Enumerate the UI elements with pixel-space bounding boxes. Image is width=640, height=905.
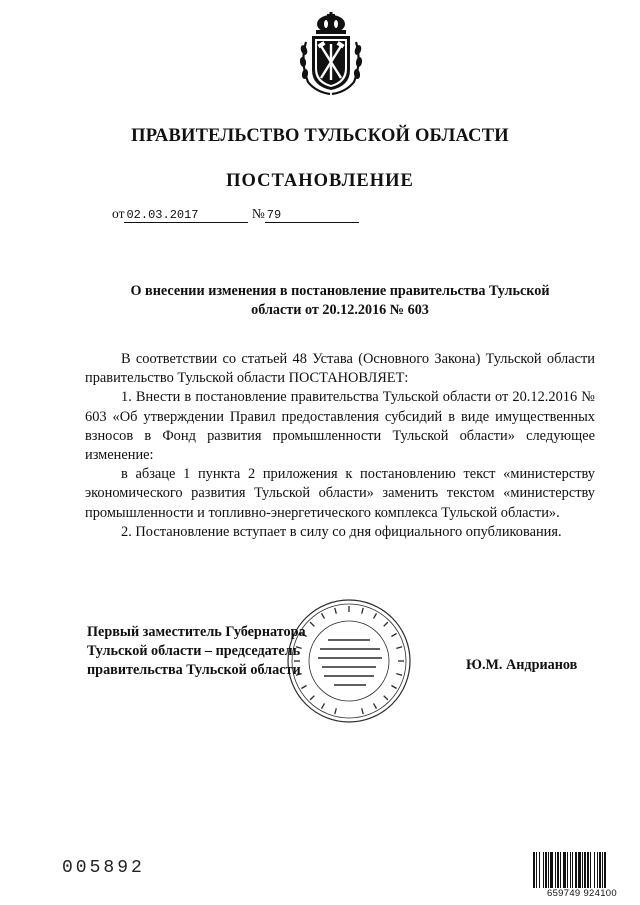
date-prefix: от bbox=[112, 206, 125, 221]
document-date-number-line bbox=[112, 206, 359, 223]
position-line-3: правительства Тульской области bbox=[87, 662, 301, 678]
document-subject bbox=[100, 282, 580, 320]
document-type: ПОСТАНОВЛЕНИЕ bbox=[226, 171, 414, 191]
body-paragraph-item-1: 1. Внести в постановление правительства Тульской области от 20.12.2016 № 603 «Об утверждении Правил предоставления субсидий в виде имущественных взносов в Фонд развития промышленности Тульской области» следующее изменение: bbox=[85, 389, 595, 464]
position-line-2: Тульской области – председатель bbox=[87, 643, 301, 659]
barcode-icon bbox=[532, 852, 632, 888]
government-title: ПРАВИТЕЛЬСТВО ТУЛЬСКОЙ ОБЛАСТИ bbox=[131, 126, 509, 146]
signatory-name: Ю.М. Андрианов bbox=[466, 657, 578, 673]
coat-of-arms-icon bbox=[296, 12, 366, 96]
number-prefix: № bbox=[251, 206, 265, 221]
position-line-1: Первый заместитель Губернатора bbox=[87, 624, 306, 640]
signatory-position bbox=[87, 623, 306, 680]
body-paragraph-item-2: 2. Постановление вступает в силу со дня официального опубликования. bbox=[121, 523, 562, 540]
barcode-digits: 659749 924100 bbox=[547, 888, 617, 899]
subject-line-1: О внесении изменения в постановление правительства Тульской bbox=[130, 283, 550, 299]
subject-line-2: области от 20.12.2016 № 603 bbox=[251, 302, 429, 318]
body-paragraph-preamble: В соответствии со статьей 48 Устава (Основного Закона) Тульской области правительство Тульской области ПОСТАНОВЛЯЕТ: bbox=[85, 351, 595, 387]
barcode bbox=[532, 852, 632, 900]
document-date: 02.03.2017 bbox=[124, 209, 248, 223]
document-body bbox=[85, 350, 595, 542]
document-number: 79 bbox=[265, 209, 359, 223]
body-paragraph-change: в абзаце 1 пункта 2 приложения к постановлению текст «министерству экономического развития Тульской области» заменить текстом «министерству промышленности и топливно-энергетического комплекса Тульской области». bbox=[85, 466, 595, 521]
serial-number: 005892 bbox=[62, 858, 145, 878]
